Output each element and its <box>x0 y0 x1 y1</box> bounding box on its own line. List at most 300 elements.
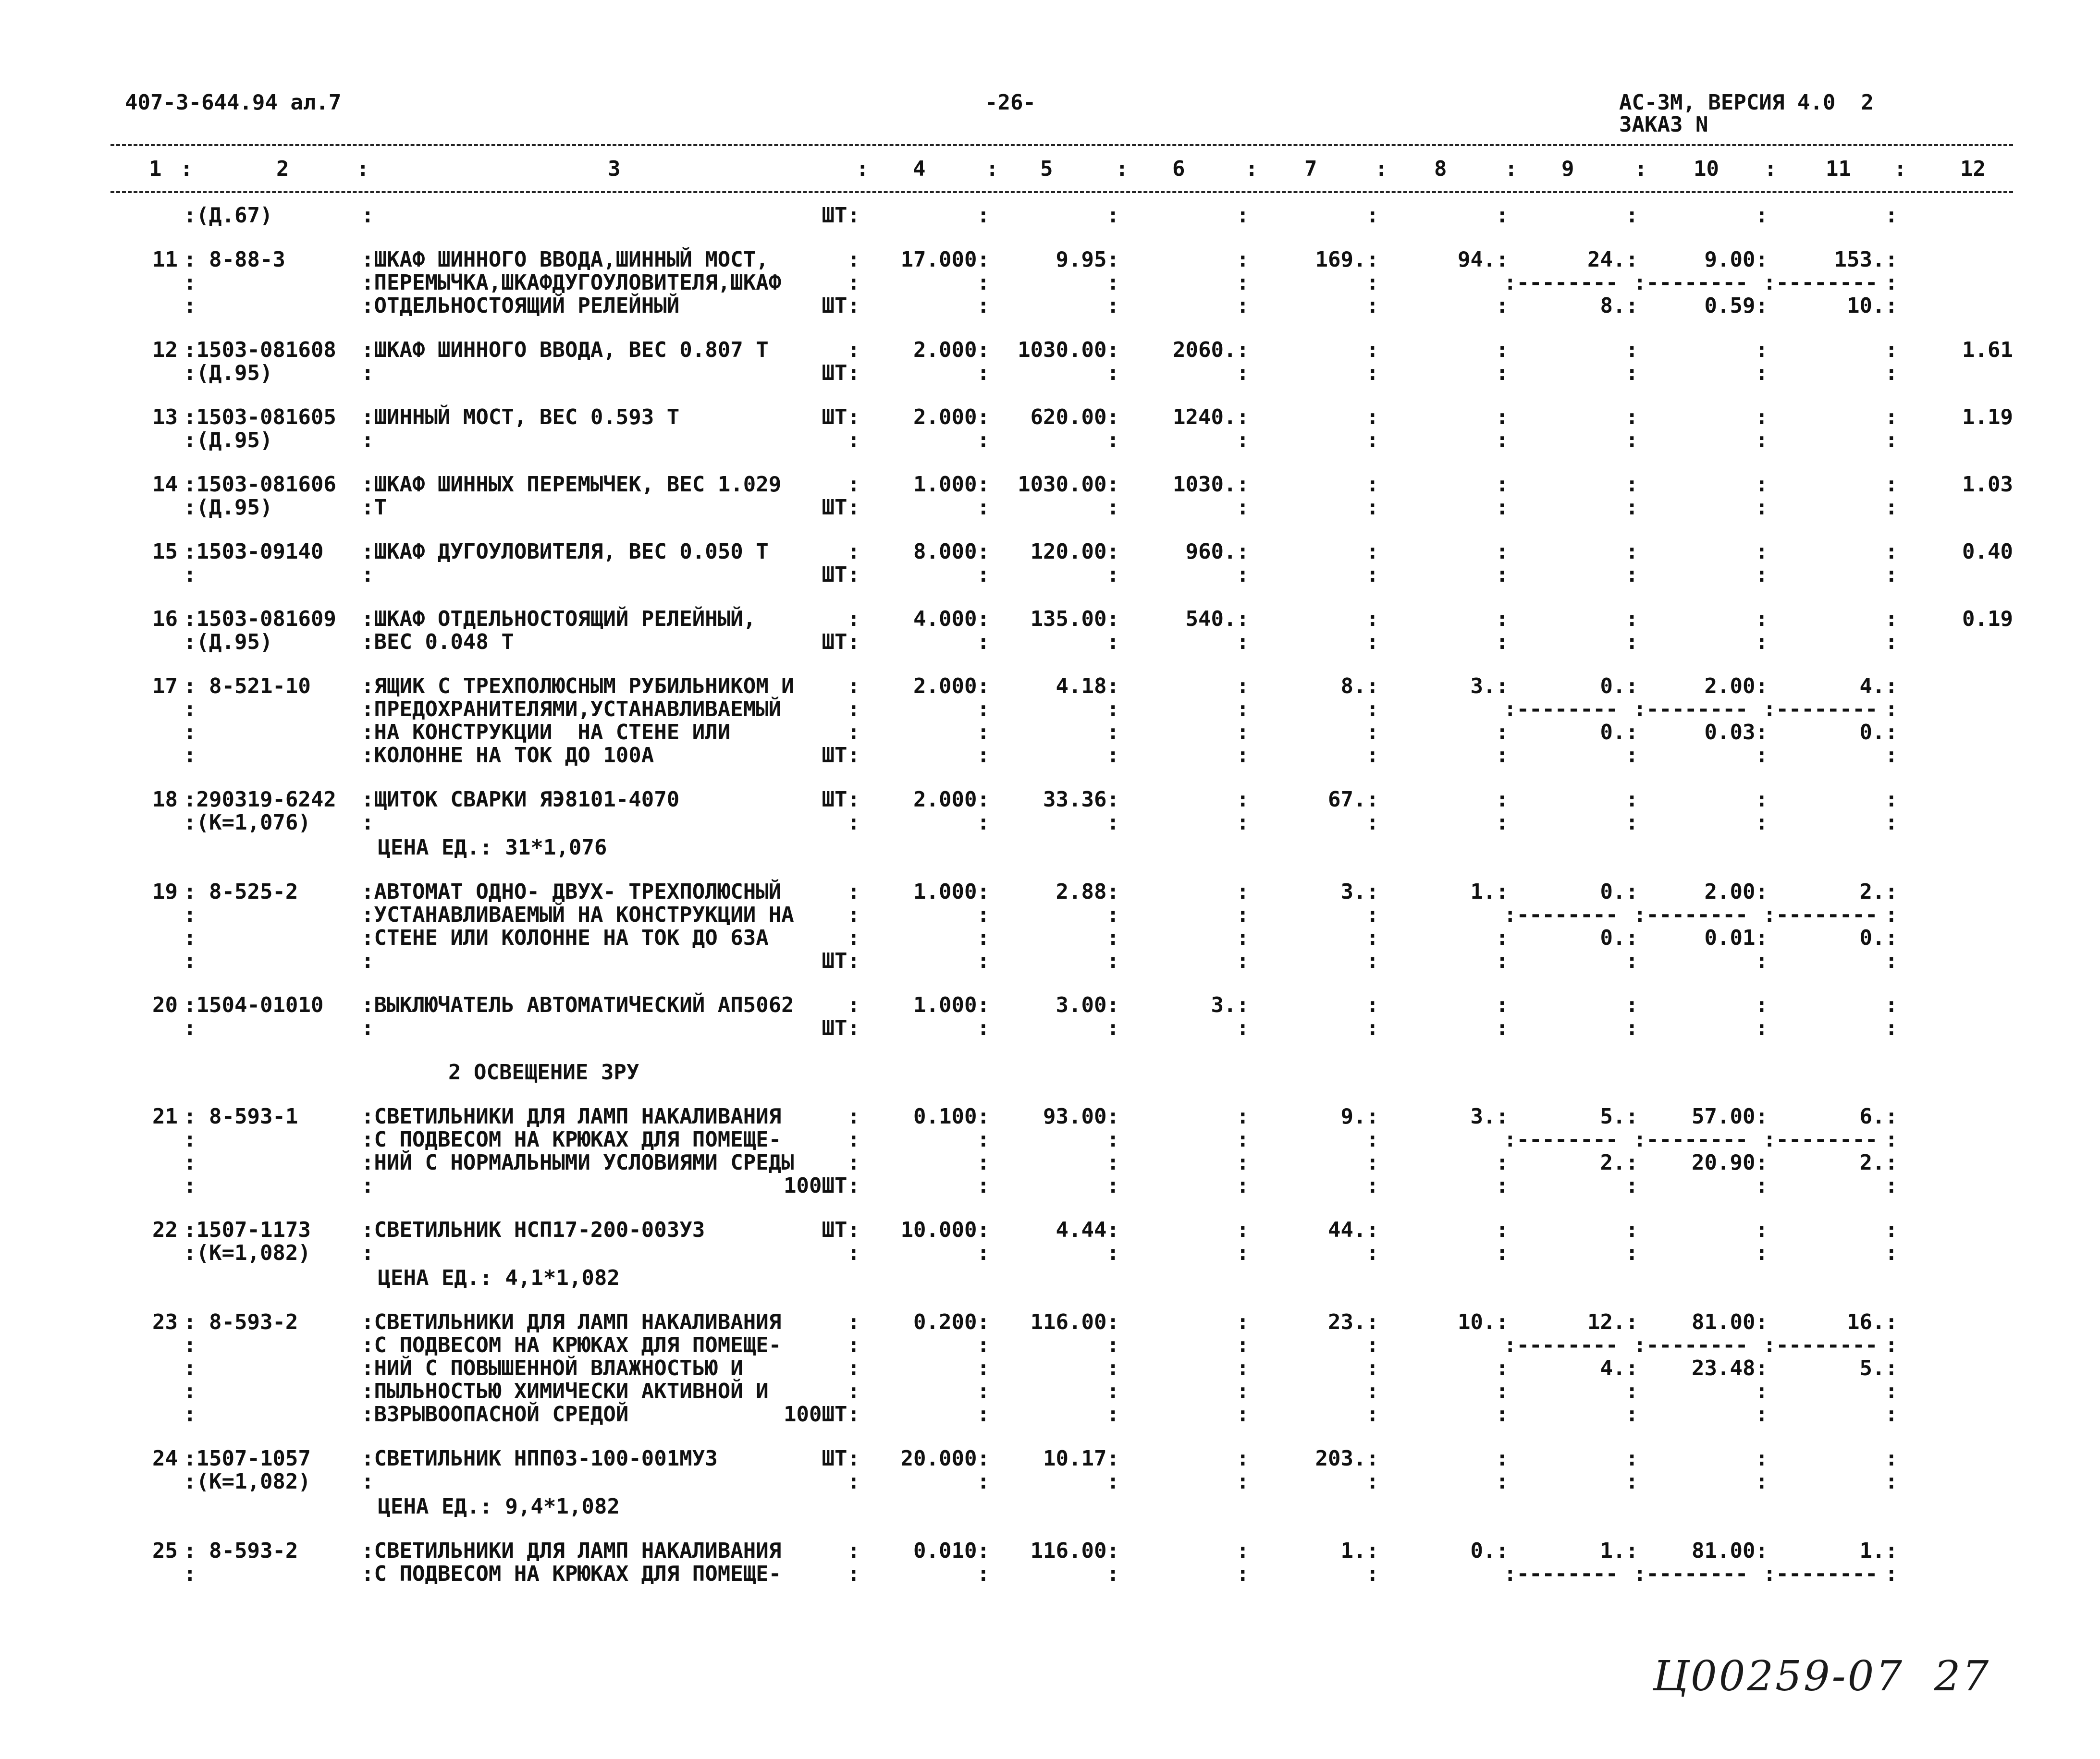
table-cell-col-2: :(Д.95) <box>184 495 273 520</box>
table-cell-col-7: : <box>1236 361 1249 385</box>
table-cell-col-3: :ВЕС 0.048 Т <box>361 630 514 654</box>
table-cell-col-3: :НА КОНСТРУКЦИИ НА СТЕНЕ ИЛИ <box>361 720 731 745</box>
table-cell-col-5: 2.000: <box>913 338 990 362</box>
table-cell-col-10: : <box>1625 428 1638 452</box>
table-cell-col-10: : <box>1625 1446 1638 1471</box>
table-cell-col-8: : <box>1366 338 1379 362</box>
table-cell-col-12: : <box>1885 903 1898 927</box>
table-cell-col-11: :-------- <box>1763 1127 1878 1152</box>
table-cell-col-10: : <box>1625 405 1638 429</box>
table-cell-col-2: :(Д.95) <box>184 428 273 452</box>
table-cell-col-10: 0.: <box>1600 880 1638 904</box>
table-cell-col-10: :-------- <box>1633 1127 1748 1152</box>
table-cell-col-4: : <box>847 720 860 745</box>
table-cell-col-10: 0.: <box>1600 674 1638 698</box>
table-cell-col-10: : <box>1625 472 1638 497</box>
table-cell-col-2: : 8-593-2 <box>184 1310 298 1334</box>
table-cell-col-9: : <box>1496 630 1509 654</box>
table-cell-col-5: : <box>977 697 990 721</box>
table-cell-col-9: :-------- <box>1504 1333 1619 1357</box>
table-cell-col-4: : <box>847 1104 860 1129</box>
table-cell-col-3: :ОТДЕЛЬНОСТОЯЩИЙ РЕЛЕЙНЫЙ <box>361 293 680 318</box>
table-cell-col-1: 20 <box>152 993 178 1017</box>
table-cell-col-4: ШТ: <box>822 405 860 429</box>
table-cell-col-12: : <box>1885 472 1898 497</box>
table-cell-col-1: 22 <box>152 1218 178 1242</box>
table-cell-col-11: : <box>1755 203 1768 228</box>
table-cell-col-6: : <box>1106 1469 1119 1494</box>
table-cell-col-4: : <box>847 880 860 904</box>
table-cell-col-9: : <box>1496 607 1509 631</box>
table-cell-col-13: 0.40 <box>1962 539 2013 564</box>
table-cell-col-9: : <box>1496 743 1509 768</box>
table-cell-col-7: : <box>1236 903 1249 927</box>
table-cell-col-6: : <box>1106 903 1119 927</box>
table-cell-col-7: 960.: <box>1185 539 1249 564</box>
table-cell-col-7: : <box>1236 1150 1249 1175</box>
table-cell-col-5: 0.010: <box>913 1539 990 1563</box>
table-cell-col-10: 8.: <box>1600 293 1638 318</box>
column-header-7: 7 <box>1304 157 1317 181</box>
table-cell-col-6: : <box>1106 361 1119 385</box>
table-cell-col-5: : <box>977 1173 990 1198</box>
table-cell-col-1: 24 <box>152 1446 178 1471</box>
table-cell-col-3: :ПЫЛЬНОСТЬЮ ХИМИЧЕСКИ АКТИВНОЙ И <box>361 1379 769 1404</box>
table-cell-col-5: : <box>977 562 990 587</box>
table-cell-col-9: : <box>1496 405 1509 429</box>
table-cell-col-4: 100ШТ: <box>784 1402 860 1427</box>
table-cell-col-4: ШТ: <box>822 1218 860 1242</box>
table-cell-col-5: : <box>977 1241 990 1265</box>
table-cell-col-4: : <box>847 993 860 1017</box>
table-cell-col-6: 1030.00: <box>1018 338 1119 362</box>
table-cell-col-8: : <box>1366 1173 1379 1198</box>
table-cell-col-6: : <box>1106 697 1119 721</box>
table-cell-col-3: : <box>361 810 374 835</box>
column-header-separator: : <box>1375 157 1388 181</box>
table-cell-col-6: : <box>1106 743 1119 768</box>
table-cell-col-11: 0.03: <box>1704 720 1768 745</box>
table-cell-col-2: :1503-081605 <box>184 405 336 429</box>
table-cell-col-9: : <box>1496 428 1509 452</box>
table-cell-col-9: :-------- <box>1504 270 1619 295</box>
table-cell-col-5: : <box>977 428 990 452</box>
table-cell-col-7: 1030.: <box>1173 472 1249 497</box>
table-cell-col-9: :-------- <box>1504 1127 1619 1152</box>
table-cell-col-9: : <box>1496 495 1509 520</box>
table-cell-col-5: 4.000: <box>913 607 990 631</box>
program-version: АС-3М, ВЕРСИЯ 4.0 2 <box>1619 90 1874 115</box>
table-cell-col-6: 93.00: <box>1043 1104 1119 1129</box>
column-header-separator: : <box>1634 157 1647 181</box>
table-cell-col-3: :КОЛОННЕ НА ТОК ДО 100А <box>361 743 654 768</box>
table-cell-col-13: 0.19 <box>1962 607 2013 631</box>
table-cell-col-2: :1504-01010 <box>184 993 324 1017</box>
table-cell-col-3: : <box>361 562 374 587</box>
table-cell-col-11: 57.00: <box>1692 1104 1768 1129</box>
table-cell-col-12: : <box>1885 993 1898 1017</box>
table-cell-col-6: : <box>1106 428 1119 452</box>
table-cell-col-4: : <box>847 1379 860 1404</box>
table-cell-col-8: : <box>1366 1150 1379 1175</box>
table-cell-col-3: :С ПОДВЕСОМ НА КРЮКАХ ДЛЯ ПОМЕЩЕ- <box>361 1333 782 1357</box>
table-cell-col-3: :СВЕТИЛЬНИКИ ДЛЯ ЛАМП НАКАЛИВАНИЯ <box>361 1104 782 1129</box>
table-cell-col-2: : <box>184 562 196 587</box>
table-cell-col-4: : <box>847 539 860 564</box>
table-cell-col-11: :-------- <box>1763 270 1878 295</box>
table-cell-col-2: : <box>184 1402 196 1427</box>
table-cell-col-3: : <box>361 949 374 973</box>
table-cell-col-8: : <box>1366 630 1379 654</box>
table-cell-col-6: : <box>1106 1402 1119 1427</box>
table-cell-col-11: 0.59: <box>1704 293 1768 318</box>
table-cell-col-9: : <box>1496 787 1509 812</box>
table-cell-col-9: : <box>1496 562 1509 587</box>
table-cell-col-6: 116.00: <box>1030 1539 1119 1563</box>
table-cell-col-12: : <box>1885 810 1898 835</box>
table-cell-col-10: : <box>1625 203 1638 228</box>
table-cell-col-5: : <box>977 810 990 835</box>
column-header-6: 6 <box>1172 157 1185 181</box>
table-cell-col-8: : <box>1366 743 1379 768</box>
table-cell-col-5: 8.000: <box>913 539 990 564</box>
table-cell-col-12: : <box>1885 203 1898 228</box>
table-cell-col-10: : <box>1625 495 1638 520</box>
column-header-1: 1 <box>149 157 162 181</box>
table-cell-col-6: 135.00: <box>1030 607 1119 631</box>
table-cell-col-12: : <box>1885 1333 1898 1357</box>
column-header-12: 12 <box>1960 157 1986 181</box>
table-cell-col-10: : <box>1625 787 1638 812</box>
table-cell-col-3: ЦЕНА ЕД.: 4,1*1,082 <box>365 1266 620 1290</box>
table-cell-col-11: : <box>1755 1379 1768 1404</box>
table-cell-col-8: : <box>1366 361 1379 385</box>
table-cell-col-9: 94.: <box>1458 247 1509 272</box>
table-cell-col-7: : <box>1236 428 1249 452</box>
table-cell-col-10: : <box>1625 338 1638 362</box>
table-cell-col-4: ШТ: <box>822 743 860 768</box>
table-cell-col-11: 81.00: <box>1692 1539 1768 1563</box>
table-cell-col-12: : <box>1885 743 1898 768</box>
table-cell-col-10: : <box>1625 1016 1638 1040</box>
table-cell-col-5: 20.000: <box>900 1446 990 1471</box>
table-cell-col-3: :ШКАФ ДУГОУЛОВИТЕЛЯ, ВЕС 0.050 Т <box>361 539 769 564</box>
table-cell-col-5: : <box>977 203 990 228</box>
table-cell-col-3: :ВЗРЫВООПАСНОЙ СРЕДОЙ <box>361 1402 629 1427</box>
table-cell-col-1: 23 <box>152 1310 178 1334</box>
table-cell-col-10: : <box>1625 993 1638 1017</box>
column-header-5: 5 <box>1040 157 1053 181</box>
table-cell-col-2: :(Д.67) <box>184 203 273 228</box>
table-cell-col-8: : <box>1366 562 1379 587</box>
table-cell-col-6: 116.00: <box>1030 1310 1119 1334</box>
table-cell-col-9: : <box>1496 1173 1509 1198</box>
table-cell-col-3: : <box>361 361 374 385</box>
table-cell-col-7: : <box>1236 1127 1249 1152</box>
table-cell-col-10: :-------- <box>1633 1562 1748 1586</box>
table-cell-col-8: : <box>1366 993 1379 1017</box>
table-cell-col-5: : <box>977 361 990 385</box>
table-cell-col-11: : <box>1755 1218 1768 1242</box>
table-cell-col-2: : <box>184 1379 196 1404</box>
table-cell-col-11: :-------- <box>1763 1562 1878 1586</box>
table-cell-col-7: 1240.: <box>1173 405 1249 429</box>
table-cell-col-11: 2.00: <box>1704 880 1768 904</box>
table-cell-col-3: :Т <box>361 495 387 520</box>
table-cell-col-2: : <box>184 697 196 721</box>
table-cell-col-4: ШТ: <box>822 949 860 973</box>
table-cell-col-11: 9.00: <box>1704 247 1768 272</box>
table-cell-col-8: : <box>1366 926 1379 950</box>
table-cell-col-7: : <box>1236 293 1249 318</box>
table-cell-col-1: 21 <box>152 1104 178 1129</box>
table-cell-col-3: :НИЙ С НОРМАЛЬНЫМИ УСЛОВИЯМИ СРЕДЫ <box>361 1150 794 1175</box>
table-cell-col-5: : <box>977 1469 990 1494</box>
table-cell-col-12: : <box>1885 1402 1898 1427</box>
table-cell-col-4: : <box>847 472 860 497</box>
table-cell-col-7: : <box>1236 630 1249 654</box>
table-cell-col-2: : <box>184 1173 196 1198</box>
table-cell-col-8: 44.: <box>1328 1218 1379 1242</box>
table-cell-col-4: : <box>847 1539 860 1563</box>
table-cell-col-7: : <box>1236 743 1249 768</box>
table-cell-col-8: : <box>1366 1127 1379 1152</box>
table-cell-col-6: : <box>1106 1333 1119 1357</box>
table-cell-col-3: :ШКАФ ШИННОГО ВВОДА, ВЕС 0.807 Т <box>361 338 769 362</box>
table-cell-col-10: : <box>1625 743 1638 768</box>
table-cell-col-1: 11 <box>152 247 178 272</box>
handwritten-code: Ц00259-07 27 <box>1653 1652 1991 1700</box>
table-cell-col-7: : <box>1236 880 1249 904</box>
table-cell-col-2: :1503-09140 <box>184 539 324 564</box>
table-cell-col-8: : <box>1366 270 1379 295</box>
table-cell-col-9: : <box>1496 472 1509 497</box>
table-cell-col-10: : <box>1625 1241 1638 1265</box>
table-cell-col-11: :-------- <box>1763 903 1878 927</box>
table-cell-col-6: : <box>1106 949 1119 973</box>
table-cell-col-4: : <box>847 338 860 362</box>
table-cell-col-2: : <box>184 1333 196 1357</box>
table-cell-col-5: : <box>977 1402 990 1427</box>
table-cell-col-3: :СВЕТИЛЬНИКИ ДЛЯ ЛАМП НАКАЛИВАНИЯ <box>361 1310 782 1334</box>
table-cell-col-8: : <box>1366 607 1379 631</box>
table-cell-col-10: 0.: <box>1600 926 1638 950</box>
table-cell-col-11: : <box>1755 607 1768 631</box>
table-cell-col-3: :НИЙ С ПОВЫШЕННОЙ ВЛАЖНОСТЬЮ И <box>361 1356 743 1380</box>
table-cell-col-8: 1.: <box>1340 1539 1379 1563</box>
table-cell-col-6: : <box>1106 1016 1119 1040</box>
table-cell-col-2: :290319-6242 <box>184 787 336 812</box>
table-cell-col-8: 8.: <box>1340 674 1379 698</box>
order-label: ЗАКАЗ N <box>1619 112 1708 137</box>
table-cell-col-9: : <box>1496 361 1509 385</box>
table-cell-col-9: :-------- <box>1504 903 1619 927</box>
table-cell-col-3: :СВЕТИЛЬНИК НСП17-200-003УЗ <box>361 1218 705 1242</box>
table-cell-col-10: 4.: <box>1600 1356 1638 1380</box>
table-cell-col-4: : <box>847 607 860 631</box>
table-cell-col-12: 5.: <box>1859 1356 1898 1380</box>
table-cell-col-6: 3.00: <box>1056 993 1119 1017</box>
table-cell-col-9: : <box>1496 203 1509 228</box>
table-cell-col-5: : <box>977 270 990 295</box>
table-cell-col-10: : <box>1625 1402 1638 1427</box>
table-cell-col-3: :ВЫКЛЮЧАТЕЛЬ АВТОМАТИЧЕСКИЙ АП5062 <box>361 993 794 1017</box>
table-cell-col-6: : <box>1106 1150 1119 1175</box>
table-cell-col-11: 81.00: <box>1692 1310 1768 1334</box>
table-cell-col-11: : <box>1755 1402 1768 1427</box>
table-cell-col-9: : <box>1496 1402 1509 1427</box>
column-header-separator: : <box>1245 157 1258 181</box>
table-cell-col-8: : <box>1366 293 1379 318</box>
table-cell-col-3: : <box>361 1241 374 1265</box>
table-cell-col-10: : <box>1625 1379 1638 1404</box>
table-cell-col-2: : <box>184 1356 196 1380</box>
table-cell-col-2: : 8-521-10 <box>184 674 311 698</box>
table-cell-col-7: : <box>1236 810 1249 835</box>
table-cell-col-5: : <box>977 743 990 768</box>
column-header-2: 2 <box>276 157 289 181</box>
table-cell-col-6: 120.00: <box>1030 539 1119 564</box>
table-cell-col-4: : <box>847 1127 860 1152</box>
table-cell-col-9: : <box>1496 293 1509 318</box>
table-cell-col-8: : <box>1366 539 1379 564</box>
table-cell-col-1: 25 <box>152 1539 178 1563</box>
table-cell-col-6: : <box>1106 1562 1119 1586</box>
table-cell-col-2: :1503-081608 <box>184 338 336 362</box>
table-cell-col-9: : <box>1496 1016 1509 1040</box>
table-cell-col-10: 24.: <box>1587 247 1638 272</box>
table-cell-col-10: : <box>1625 562 1638 587</box>
table-cell-col-2: :(Д.95) <box>184 630 273 654</box>
table-cell-col-9: : <box>1496 1241 1509 1265</box>
table-cell-col-1: 19 <box>152 880 178 904</box>
table-cell-col-3: : <box>361 203 374 228</box>
table-cell-col-6: : <box>1106 926 1119 950</box>
table-cell-col-1: 13 <box>152 405 178 429</box>
table-cell-col-4: : <box>847 1356 860 1380</box>
table-cell-col-11: : <box>1755 472 1768 497</box>
table-cell-col-10: : <box>1625 810 1638 835</box>
table-cell-col-11: : <box>1755 562 1768 587</box>
table-cell-col-12: 2.: <box>1859 880 1898 904</box>
table-cell-col-13: 1.03 <box>1962 472 2013 497</box>
table-cell-col-4: : <box>847 428 860 452</box>
table-cell-col-7: : <box>1236 1218 1249 1242</box>
table-cell-col-2: :1507-1057 <box>184 1446 311 1471</box>
table-cell-col-12: : <box>1885 1127 1898 1152</box>
table-cell-col-12: 6.: <box>1859 1104 1898 1129</box>
table-cell-col-12: : <box>1885 1241 1898 1265</box>
table-cell-col-11: : <box>1755 539 1768 564</box>
table-cell-col-6: : <box>1106 1173 1119 1198</box>
table-cell-col-8: 23.: <box>1328 1310 1379 1334</box>
table-cell-col-4: : <box>847 810 860 835</box>
table-cell-col-3: :ЯЩИК С ТРЕХПОЛЮСНЫМ РУБИЛЬНИКОМ И <box>361 674 794 698</box>
table-cell-col-12: : <box>1885 270 1898 295</box>
table-cell-col-12: 10.: <box>1847 293 1898 318</box>
table-cell-col-4: : <box>847 1562 860 1586</box>
table-cell-col-2: : <box>184 1016 196 1040</box>
table-cell-col-3: : <box>361 428 374 452</box>
table-cell-col-10: : <box>1625 630 1638 654</box>
table-cell-col-11: 2.00: <box>1704 674 1768 698</box>
table-cell-col-4: ШТ: <box>822 630 860 654</box>
table-cell-col-3: :ПРЕДОХРАНИТЕЛЯМИ,УСТАНАВЛИВАЕМЫЙ <box>361 697 782 721</box>
table-cell-col-4: ШТ: <box>822 361 860 385</box>
table-cell-col-8: 169.: <box>1315 247 1379 272</box>
table-cell-col-9: 1.: <box>1470 880 1509 904</box>
table-cell-col-10: : <box>1625 607 1638 631</box>
table-cell-col-3: :ШКАФ ШИННЫХ ПЕРЕМЫЧЕК, ВЕС 1.029 <box>361 472 782 497</box>
table-cell-col-11: 23.48: <box>1692 1356 1768 1380</box>
table-cell-col-8: : <box>1366 1379 1379 1404</box>
table-cell-col-10: 1.: <box>1600 1539 1638 1563</box>
table-cell-col-4: ШТ: <box>822 787 860 812</box>
table-cell-col-4: : <box>847 926 860 950</box>
table-cell-col-5: : <box>977 630 990 654</box>
table-cell-col-5: 2.000: <box>913 405 990 429</box>
table-cell-col-5: : <box>977 293 990 318</box>
table-cell-col-5: 0.200: <box>913 1310 990 1334</box>
table-cell-col-8: : <box>1366 495 1379 520</box>
table-cell-col-4: 100ШТ: <box>784 1173 860 1198</box>
table-cell-col-2: : <box>184 1127 196 1152</box>
table-cell-col-12: 0.: <box>1859 720 1898 745</box>
table-cell-col-4: : <box>847 1333 860 1357</box>
table-cell-col-9: :-------- <box>1504 697 1619 721</box>
column-header-8: 8 <box>1434 157 1447 181</box>
table-cell-col-11: : <box>1755 338 1768 362</box>
table-cell-col-9: : <box>1496 338 1509 362</box>
table-cell-col-7: 3.: <box>1211 993 1249 1017</box>
table-cell-col-9: : <box>1496 1469 1509 1494</box>
table-cell-col-9: : <box>1496 993 1509 1017</box>
table-cell-col-6: : <box>1106 720 1119 745</box>
table-cell-col-11: : <box>1755 405 1768 429</box>
table-cell-col-5: : <box>977 495 990 520</box>
column-header-4: 4 <box>913 157 926 181</box>
table-cell-col-8: 67.: <box>1328 787 1379 812</box>
table-cell-col-3: :ПЕРЕМЫЧКА,ШКАФДУГОУЛОВИТЕЛЯ,ШКАФ <box>361 270 782 295</box>
table-cell-col-8: : <box>1366 697 1379 721</box>
column-header-separator: : <box>856 157 869 181</box>
table-cell-col-3: ЦЕНА ЕД.: 9,4*1,082 <box>365 1494 620 1519</box>
table-cell-col-3: : <box>361 1469 374 1494</box>
table-cell-col-12: 153.: <box>1834 247 1898 272</box>
table-cell-col-2: :(К=1,076) <box>184 810 311 835</box>
table-cell-col-4: : <box>847 903 860 927</box>
table-cell-col-2: : <box>184 1150 196 1175</box>
table-cell-col-4: : <box>847 247 860 272</box>
table-cell-col-11: :-------- <box>1763 1333 1878 1357</box>
table-cell-col-10: :-------- <box>1633 903 1748 927</box>
table-cell-col-5: 1.000: <box>913 472 990 497</box>
column-header-separator: : <box>1894 157 1907 181</box>
table-cell-col-3: : <box>361 1016 374 1040</box>
table-cell-col-11: : <box>1755 1446 1768 1471</box>
table-cell-col-5: : <box>977 1379 990 1404</box>
table-cell-col-6: : <box>1106 810 1119 835</box>
table-cell-col-6: : <box>1106 1379 1119 1404</box>
table-cell-col-3: :СВЕТИЛЬНИК НПП03-100-001МУЗ <box>361 1446 718 1471</box>
table-cell-col-3: :УСТАНАВЛИВАЕМЫЙ НА КОНСТРУКЦИИ НА <box>361 903 794 927</box>
table-cell-col-12: : <box>1885 1218 1898 1242</box>
table-cell-col-12: : <box>1885 539 1898 564</box>
table-cell-col-9: : <box>1496 1150 1509 1175</box>
table-cell-col-5: 0.100: <box>913 1104 990 1129</box>
table-cell-col-3: :С ПОДВЕСОМ НА КРЮКАХ ДЛЯ ПОМЕЩЕ- <box>361 1127 782 1152</box>
table-cell-col-12: : <box>1885 428 1898 452</box>
